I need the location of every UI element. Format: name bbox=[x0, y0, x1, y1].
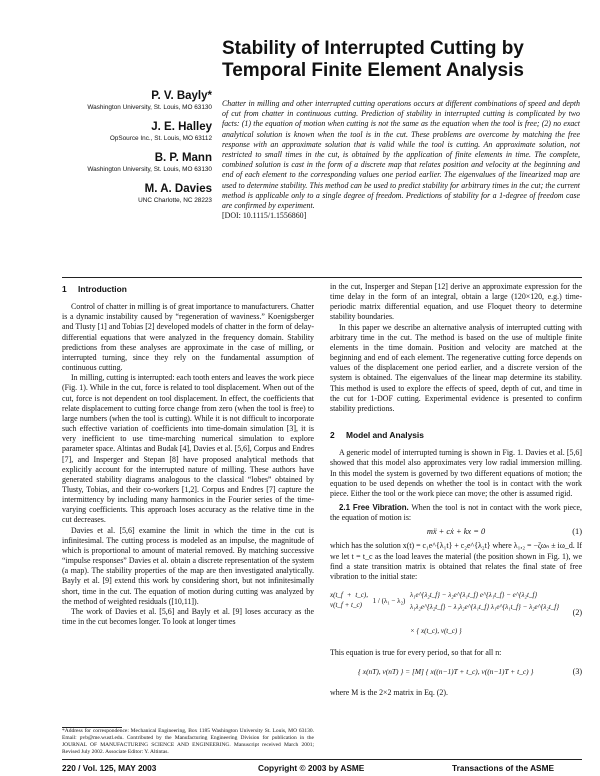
paragraph: The work of Davies et al. [5,6] and Bayly et al. [9] loses accuracy as the time in the cut becomes longer. To look at longer times bbox=[62, 606, 314, 626]
paragraph: in the cut, Insperger and Stepan [12] derive an approximate expression for the time delay in the form of an integral, obtain a large (120×120, e.g.) time-periodic matrix differential equation, and use Floquet theory to determine stability boundaries. bbox=[330, 282, 582, 322]
paragraph: This equation is true for every period, so that for all n: bbox=[330, 648, 502, 658]
author-affiliation: UNC Charlotte, NC 28223 bbox=[138, 197, 212, 204]
subsection-text: When the tool is not in contact with the work piece, the equation of motion is: bbox=[330, 502, 582, 523]
doi: [DOI: 10.1115/1.1556860] bbox=[222, 211, 307, 221]
footer-divider bbox=[62, 759, 582, 760]
subsection-paragraph bbox=[330, 503, 582, 523]
author-affiliation: Washington University, St. Louis, MO 63130 bbox=[87, 166, 212, 173]
equation-number: (2) bbox=[572, 608, 582, 618]
author-affiliation: OpSource Inc., St. Louis, MO 63112 bbox=[109, 135, 212, 142]
subsection-heading: 2.1 Free Vibration. bbox=[339, 502, 409, 512]
paragraph: Control of chatter in milling is of great importance to manufacturers. Chatter is a dynamic instability caused by “regeneration of waviness.” Koenigsberger and Tlusty [1] and Tobias [2] developed models of chatter in the form of delay-differential equations that were analyzed in the frequency domain. Stability predictions from these analyses are approximate in the case of milling, or interrupted turning, since they rely on the fundamental assumption of continuous cutting. bbox=[62, 302, 314, 373]
section-title: Model and Analysis bbox=[346, 430, 424, 441]
paragraph: In milling, cutting is interrupted: each tooth enters and leaves the work piece (Fig. 1). While in the cut, force is related to tool displacement. When out of the cut, force is not dependent on tool displacement. In effect, the coefficients that relate displacement to cutting force change from zero (when the tool is free) to large numbers (when the tool is cutting). While it is not difficult to incorporate such effective variation of coefficients into time-domain simulation [3], it is very inefficient to use time-marching numerical simulation to explore parameter space. Altintas and Budak [4], Davies et al. [5,6], Corpus and Endres [7], and Insperger and Stepan [8] have proposed analytical methods that explicitly account for the interrupted nature of milling. These authors have generated stability diagrams analogous to the classical “lobes” obtained by Tlusty, Tobias, and their co-workers [1,2]. Corpus and Endres [7] capture the intermittency by including many harmonics in the Fourier series of the time-varying coefficients. This approach loses accuracy as the relative time in the cut decreases. bbox=[62, 373, 314, 525]
author-name: J. E. Halley bbox=[151, 121, 212, 133]
section-heading-introduction bbox=[62, 284, 314, 294]
equation-number: (1) bbox=[572, 527, 582, 537]
footer-copyright bbox=[258, 763, 364, 773]
header-divider bbox=[62, 277, 582, 278]
section-number: 1 bbox=[62, 284, 67, 294]
equation-rhs: × { x(t_c), v(t_c) } bbox=[410, 627, 462, 636]
author-list bbox=[62, 84, 212, 214]
section-title: Introduction bbox=[78, 284, 127, 294]
paragraph: In this paper we describe an alternative analysis of interrupted cutting with arbitrary time in the cut. The method is based on the use of multiple finite elements in the time domain. Position and velocity are matched at the beginning and end of each element. The regenerative cutting force depends on values of the displacement one period earlier, and a discrete version of the system is obtained. The eigenvalues of the linear map determine its stability. This method is used to explore the effects of speed, depth of cut, and time in the cut for 1-DOF cutting. Experimental evidence is presented to confirm stability predictions. bbox=[330, 322, 582, 413]
right-column bbox=[330, 282, 582, 698]
author-name: P. V. Bayly* bbox=[151, 90, 212, 102]
author-name: B. P. Mann bbox=[154, 152, 212, 164]
author-name: M. A. Davies bbox=[144, 183, 212, 195]
footer-right-text: Transactions of the ASME bbox=[452, 763, 555, 773]
equation-1 bbox=[330, 527, 582, 537]
abstract bbox=[222, 99, 580, 221]
title-line-2: Temporal Finite Element Analysis bbox=[222, 60, 524, 81]
section-number: 2 bbox=[330, 430, 335, 441]
footer-page-info bbox=[62, 763, 156, 773]
equation-fraction: 1 / (λ₁ − λ₂) bbox=[372, 597, 406, 606]
matrix-row-1: λ₁e^{λ₂t_f} − λ₂e^{λ₁t_f} e^{λ₁t_f} − e^{λ₂t_f} bbox=[410, 591, 538, 600]
paper-title bbox=[222, 38, 582, 82]
abstract-text: Chatter in milling and other interrupted cutting operations occurs at different combinations of speed and depth of cut from chatter in continuous cutting. Prediction of stability in interrupted cutting is complicated by two facts: (1) the equation of motion when cutting is not the same as the equation when the tool is free; (2) no exact analytical solution is known when the tool is in the cut. These problems are overcome by matching the free response with an approximate solution that is valid while the tool is cutting. An approximate solution, not restricted to small times in the cut, is obtained by the application of finite elements in time. The complete, combined solution is cast in the form of a discrete map that relates position and velocity at the beginning and end of each element to the corresponding values one period earlier. The eigenvalues of the linearized map are used to determine stability. This method can be used to predict stability for arbitrary times in the cut; the current method is applicable only to a single degree of freedom. Predictions of stability for a 1-degree of freedom case are confirmed by experiment. bbox=[222, 99, 580, 211]
equation-body: { x(nT), v(nT) } = [M] { x((n−1)T + t_c), v((n−1)T + t_c) } bbox=[358, 667, 534, 677]
equation-body: mẍ + cẋ + kx = 0 bbox=[426, 527, 486, 537]
footer-center-text: Copyright © 2003 by ASME bbox=[258, 763, 365, 773]
footer-journal bbox=[452, 763, 554, 773]
left-column bbox=[62, 282, 314, 627]
equation-number: (3) bbox=[572, 667, 582, 677]
paragraph: Davies et al. [5,6] examine the limit in which the time in the cut is infinitesimal. The cutting process is modeled as an impulse, the magnitude of which is proportional to amount of material removed. By matching successive “impulse responses” Davies et al. obtain a discrete representation of the system (a map). The stability properties of the map are then investigated analytically. Bayly et al. [9] extend this work by considering short, but not infinitesimally short, time in the cut. The equation of motion during cutting was analyzed by the method of weighted residuals ([10,11]). bbox=[62, 525, 314, 606]
matrix-row-2: λ₁λ₂e^{λ₂t_f} − λ₁λ₂e^{λ₁t_f} λ₁e^{λ₁t_f} − λ₂e^{λ₂t_f} bbox=[410, 603, 560, 612]
section-heading-model bbox=[330, 430, 582, 440]
footer-left-text: 220 / Vol. 125, MAY 2003 bbox=[62, 763, 157, 773]
title-line-1: Stability of Interrupted Cutting by bbox=[222, 38, 524, 59]
footnote: *Address for correspondence: Mechanical Engineering, Box 1185 Washington University St. Louis, MO 63130. Email: pvb@me.wustl.edu. Contributed by the Manufacturing Engineering Division for publication in the JOURNAL OF MANUFACTURING SCIENCE AND ENGINEERING. Manuscript received March 2001; Revised July 2002. Associate Editor: Y. Altintas. bbox=[62, 728, 314, 755]
equation-3 bbox=[330, 661, 582, 685]
author-affiliation: Washington University, St. Louis, MO 63130 bbox=[87, 104, 212, 111]
equation-2 bbox=[330, 586, 582, 644]
paragraph: where M is the 2×2 matrix in Eq. (2). bbox=[330, 688, 448, 698]
equation-lhs: x(t_f + t_c), v(t_f + t_c) bbox=[330, 591, 368, 610]
paragraph: A generic model of interrupted turning is shown in Fig. 1. Davies et al. [5,6] showed that this model also approximates very low radial immersion milling. In this model the system is governed by two different equations of motion; the equation to be used depends on whether the tool is in contact with the work piece. Either the tool or the work piece can move; the other is assumed rigid. bbox=[330, 448, 582, 498]
paragraph: which has the solution x(t) = c₁e^{λ₁t} + c₂e^{λ₂t} where λ₁,₂ = −ζωₙ ± iω_d. If we let t = t_c as the load leaves the material (the position shown in Fig. 1), we find a state transition matrix is obtained that relates the final state of free vibration to the initial state: bbox=[330, 541, 582, 581]
